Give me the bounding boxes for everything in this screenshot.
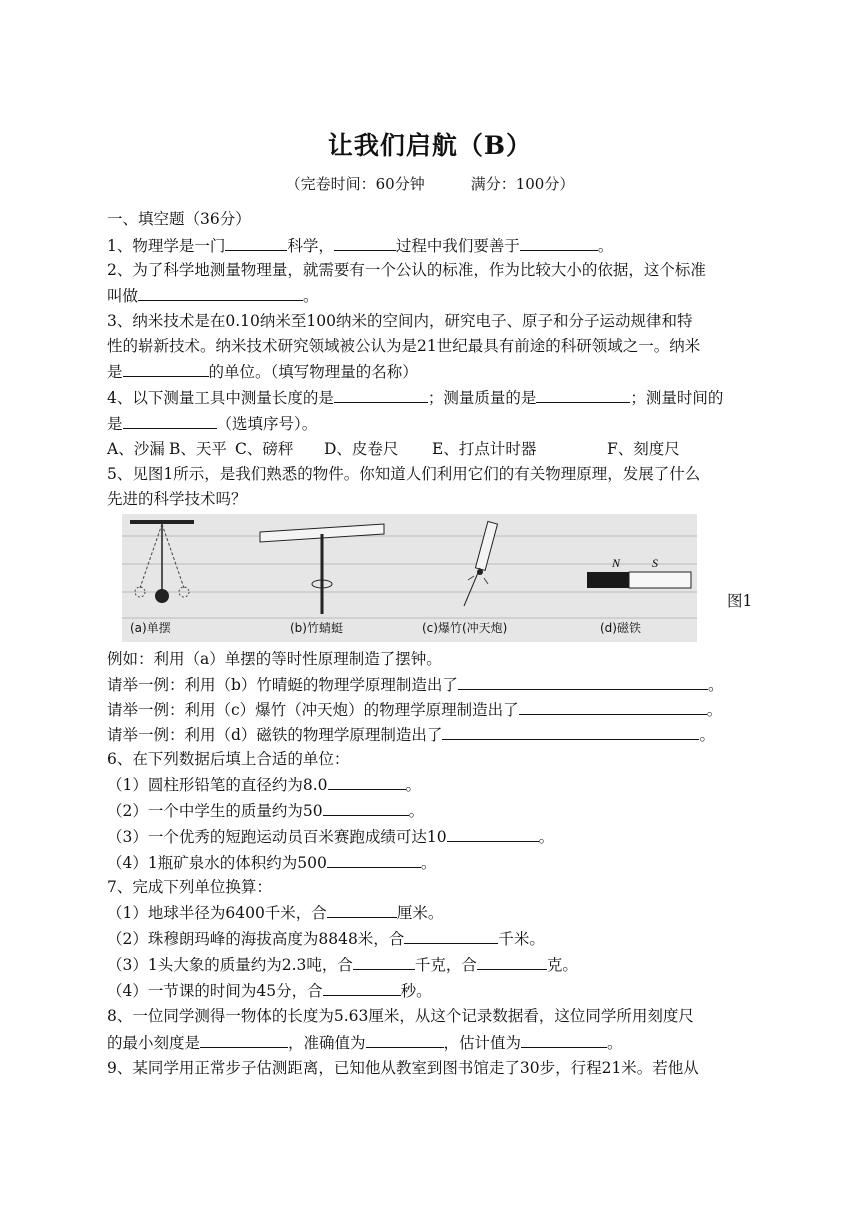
page-title: 让我们启航（B） <box>327 131 533 160</box>
q1-text-d: 。 <box>597 237 614 255</box>
question-5-line-2: 先进的科学技术吗？ <box>107 490 247 508</box>
q4-blank-3[interactable] <box>123 412 217 429</box>
q6-4-text: （4）1瓶矿泉水的体积约为500 <box>107 854 327 872</box>
q5-c-text: 请举一例：利用（c）爆竹（冲天炮）的物理学原理制造出了 <box>107 701 519 719</box>
option-d: D、皮卷尺 <box>324 440 399 458</box>
question-4-line-2 <box>107 412 767 435</box>
question-2-line-1: 2、为了科学地测量物理量，就需要有一个公认的标准，作为比较大小的依据，这个标准 <box>107 261 706 279</box>
question-7-item-2 <box>107 927 767 950</box>
q5-blank-b[interactable] <box>458 673 708 690</box>
q5-b-end: 。 <box>707 676 724 694</box>
q2-blank[interactable] <box>138 284 303 301</box>
q8-text-d: 。 <box>607 1034 623 1052</box>
exam-subtitle <box>0 173 860 194</box>
question-1 <box>107 234 767 257</box>
option-c: C、磅秤 <box>235 440 294 458</box>
q8-blank-2[interactable] <box>366 1031 444 1048</box>
question-5-item-b <box>107 673 767 696</box>
q4-text-b: ；测量质量的是 <box>427 389 537 407</box>
question-4-options <box>107 438 767 460</box>
q6-blank-1[interactable] <box>328 773 406 790</box>
q7-blank-2[interactable] <box>404 927 498 944</box>
q6-3-end: 。 <box>538 828 555 846</box>
q7-1-text-a: （1）地球半径为6400千米，合 <box>107 904 327 922</box>
q7-blank-5[interactable] <box>323 979 401 996</box>
q3-text-a: 是 <box>107 363 123 381</box>
q1-text-a: 1、物理学是一门 <box>107 237 226 255</box>
magnet-n-label: N <box>612 556 621 570</box>
q7-1-text-b: 厘米。 <box>396 904 444 922</box>
q6-blank-2[interactable] <box>323 799 409 816</box>
question-7-item-1 <box>107 901 767 924</box>
q7-3-text-c: 克。 <box>546 956 578 974</box>
q5-d-end: 。 <box>699 726 715 744</box>
q6-2-end: 。 <box>408 802 425 820</box>
q2-text-b: 。 <box>303 287 319 305</box>
q6-blank-4[interactable] <box>327 851 421 868</box>
caption-d: (d)磁铁 <box>600 621 641 635</box>
q4-blank-2[interactable] <box>536 386 630 403</box>
q6-1-end: 。 <box>405 776 422 794</box>
question-2-line-2 <box>107 284 767 307</box>
option-a: A、沙漏 <box>107 440 165 458</box>
q5-b-text: 请举一例：利用（b）竹晴蜓的物理学原理制造出了 <box>107 676 458 694</box>
q3-text-b: 的单位。（填写物理量的名称） <box>208 363 418 381</box>
q1-blank-3[interactable] <box>520 234 598 251</box>
question-7-item-3 <box>107 953 767 976</box>
option-f: F、刻度尺 <box>607 440 680 458</box>
option-b: B、天平 <box>169 440 227 458</box>
q8-text-a: 的最小刻度是 <box>107 1034 201 1052</box>
q1-text-c: 过程中我们要善于 <box>395 237 520 255</box>
option-e: E、打点计时器 <box>432 440 537 458</box>
q5-c-end: 。 <box>706 701 723 719</box>
q4-text-e: （选填序号）。 <box>216 415 318 433</box>
q6-4-end: 。 <box>420 854 437 872</box>
q8-text-b: ，准确值为 <box>288 1034 366 1052</box>
q4-text-c: ；测量时间的 <box>630 389 724 407</box>
q3-blank[interactable] <box>123 360 209 377</box>
q7-4-text-b: 秒。 <box>400 982 432 1000</box>
caption-b: (b)竹蜻蜓 <box>290 621 343 635</box>
q7-3-text-a: （3）1头大象的质量约为2.3吨，合 <box>107 956 353 974</box>
q5-d-text: 请举一例：利用（d）磁铁的物理学原理制造出了 <box>107 726 443 744</box>
question-7-head: 7、完成下列单位换算： <box>107 878 272 896</box>
q5-blank-c[interactable] <box>519 698 707 715</box>
q1-blank-1[interactable] <box>225 234 287 251</box>
q8-text-c: ，估计值为 <box>443 1034 522 1052</box>
figure-1-image <box>122 514 697 642</box>
section-heading: 一、填空题（36分） <box>107 210 251 228</box>
question-9-line-1: 9、某同学用正常步子估测距离，已知他从教室到图书馆走了30步，行程21米。若他从 <box>107 1059 699 1077</box>
q6-3-text: （3）一个优秀的短跑运动员百米赛跑成绩可达10 <box>107 828 447 846</box>
exam-time: （完卷时间：60分钟 <box>285 175 425 193</box>
q1-text-b: 科学， <box>287 237 334 255</box>
caption-c: (c)爆竹(冲天炮) <box>422 621 508 635</box>
q6-2-text: （2）一个中学生的质量约为50 <box>107 802 323 820</box>
question-5-example: 例如：利用（a）单摆的等时性原理制造了摆钟。 <box>107 650 442 668</box>
question-5-line-1: 5、见图1所示，是我们熟悉的物件。你知道人们利用它们的有关物理原理，发展了什么 <box>107 465 701 483</box>
question-3-line-1: 3、纳米技术是在0.10纳米至100纳米的空间内，研究电子、原子和分子运动规律和特 <box>107 312 693 330</box>
question-8-line-2 <box>107 1031 767 1054</box>
q1-blank-2[interactable] <box>334 234 396 251</box>
figure-1-label: 图1 <box>727 592 753 610</box>
q2-text-a: 叫做 <box>107 287 139 305</box>
question-5-item-d <box>107 723 767 746</box>
question-3-line-3 <box>107 360 767 383</box>
q7-blank-4[interactable] <box>477 953 547 970</box>
q7-2-text-a: （2）珠穆朗玛峰的海拔高度为8848米，合 <box>107 930 405 948</box>
q7-blank-3[interactable] <box>353 953 415 970</box>
magnet-s-label: S <box>652 556 658 570</box>
question-6-item-1 <box>107 773 767 796</box>
q8-blank-1[interactable] <box>200 1031 288 1048</box>
q5-blank-d[interactable] <box>442 723 699 740</box>
q6-blank-3[interactable] <box>447 825 539 842</box>
q7-2-text-b: 千米。 <box>498 930 545 948</box>
q7-3-text-b: 千克，合 <box>414 956 477 974</box>
q4-text-a: 4、以下测量工具中测量长度的是 <box>107 389 334 407</box>
q8-blank-3[interactable] <box>521 1031 607 1048</box>
q7-4-text-a: （4）一节课的时间为45分，合 <box>107 982 323 1000</box>
caption-a: (a)单摆 <box>130 621 171 635</box>
question-6-head: 6、在下列数据后填上合适的单位： <box>107 750 350 768</box>
q7-blank-1[interactable] <box>327 901 397 918</box>
question-5-item-c <box>107 698 767 721</box>
q4-text-d: 是 <box>107 415 123 433</box>
question-6-item-4 <box>107 851 767 874</box>
question-3-line-2: 性的崭新技术。纳米技术研究领域被公认为是21世纪最具有前途的科研领域之一。纳米 <box>107 337 701 355</box>
question-6-item-3 <box>107 825 767 848</box>
question-6-item-2 <box>107 799 767 822</box>
q6-1-text: （1）圆柱形铅笔的直径约为8.0 <box>107 776 328 794</box>
question-4-line-1 <box>107 386 767 409</box>
question-8-line-1: 8、一位同学测得一物体的长度为5.63厘米，从这个记录数据看，这位同学所用刻度尺 <box>107 1007 694 1025</box>
exam-score: 满分：100分） <box>470 175 575 193</box>
q4-blank-1[interactable] <box>334 386 428 403</box>
question-7-item-4 <box>107 979 767 1002</box>
